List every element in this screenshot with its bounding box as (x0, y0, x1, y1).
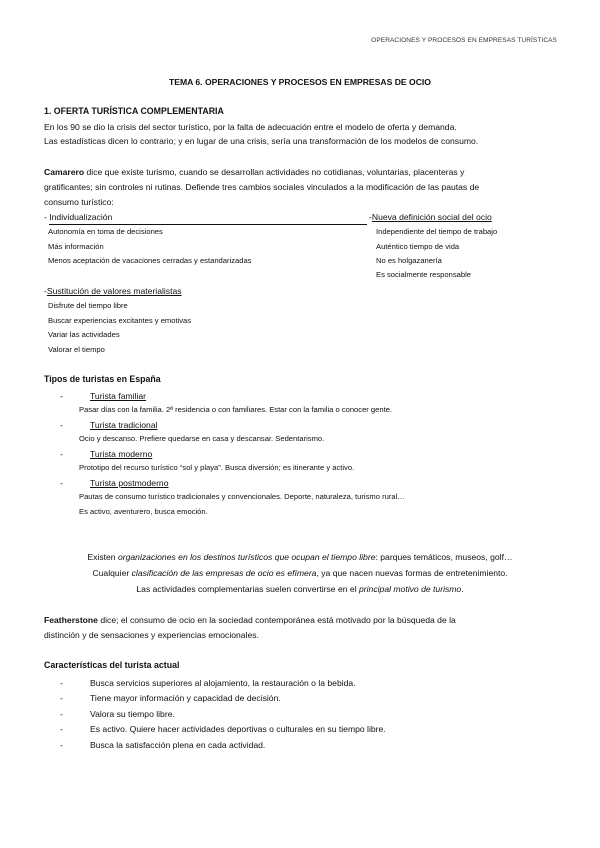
tourist-type-desc: Es activo, aventurero, busca emoción. (79, 507, 208, 516)
author-name: Featherstone (44, 615, 98, 625)
section-heading: 1. OFERTA TURÍSTICA COMPLEMENTARIA (44, 106, 224, 116)
tourist-type-heading (60, 418, 158, 432)
list-item: Auténtico tiempo de vida (376, 242, 460, 251)
centered-line (0, 566, 600, 580)
tourist-type-heading (60, 447, 152, 461)
centered-text: , ya que nacen nuevas formas de entretenimiento. (316, 568, 508, 578)
list-item: Más información (48, 242, 104, 251)
centered-text: . (461, 584, 464, 594)
italic-text: clasificación de las empresas de ocio es efímera (131, 568, 317, 578)
paragraph-line: consumo turístico: (44, 197, 114, 207)
paragraph-text: dice; el consumo de ocio en la sociedad contemporánea está motivado por la búsqueda de la (97, 615, 456, 625)
dash-marker: - (44, 286, 47, 296)
dash-marker: - (60, 449, 63, 459)
list-item: Variar las actividades (48, 330, 120, 339)
author-name: Camarero (44, 167, 85, 177)
tourist-type-name: Turista moderno (90, 449, 153, 459)
dash-marker: - (369, 212, 372, 222)
centered-text: Existen (87, 552, 118, 562)
list-item (60, 738, 265, 752)
italic-text: principal motivo de turismo (359, 584, 462, 594)
centered-text: Las actividades complementarias suelen convertirse en el (136, 584, 359, 594)
underlined-heading (49, 210, 367, 225)
list-item: Independiente del tiempo de trabajo (376, 227, 498, 236)
tourist-type-desc: Ocio y descanso. Prefiere quedarse en casa y descansar. Sedentarismo. (79, 434, 325, 443)
centered-text: Cualquier (92, 568, 132, 578)
dash-marker: - (60, 478, 63, 488)
list-item (60, 722, 386, 736)
centered-text: : parques temáticos, museos, golf… (375, 552, 513, 562)
section-heading: Tipos de turistas en España (44, 374, 161, 384)
list-item: Valorar el tiempo (48, 345, 105, 354)
list-item: Menos aceptación de vacaciones cerradas y estandarizadas (48, 256, 252, 265)
list-heading-text: Nueva definición social del ocio (371, 212, 492, 222)
list-item: Disfrute del tiempo libre (48, 301, 128, 310)
paragraph-text: dice que existe turismo, cuando se desarrollan actividades no cotidianas, voluntarias, placenteras y (84, 167, 465, 177)
tourist-type-name: Turista familiar (90, 391, 147, 401)
dash-marker: - (60, 693, 63, 703)
list-item-text: Es activo. Quiere hacer actividades deportivas o culturales en su tiempo libre. (90, 724, 386, 734)
dash-marker: - (44, 212, 47, 222)
dash-marker: - (60, 391, 63, 401)
list-item-text: Busca la satisfacción plena en cada actividad. (90, 740, 266, 750)
list-heading-text: Individualización (49, 212, 113, 222)
list-item: No es holgazanería (376, 256, 442, 265)
list-item-text: Tiene mayor información y capacidad de decisión. (90, 693, 281, 703)
paragraph-line: distinción y de sensaciones y experiencias emocionales. (44, 630, 259, 640)
list-item: Buscar experiencias excitantes y emotivas (48, 316, 192, 325)
list-item (60, 676, 356, 690)
paragraph-line (44, 165, 464, 179)
tourist-type-desc: Prototipo del recurso turístico “sol y playa”. Busca diversión; es itinerante y activo. (79, 463, 355, 472)
list-heading (369, 210, 492, 224)
list-heading (44, 284, 182, 298)
tourist-type-heading (60, 389, 146, 403)
list-item-text: Valora su tiempo libre. (90, 709, 175, 719)
list-heading-text: Sustitución de valores materialistas (46, 286, 182, 296)
page-title: TEMA 6. OPERACIONES Y PROCESOS EN EMPRESAS DE OCIO (168, 77, 431, 87)
section-heading: Características del turista actual (44, 660, 180, 670)
dash-marker: - (60, 678, 63, 688)
tourist-type-heading (60, 476, 169, 490)
tourist-type-desc: Pautas de consumo turístico tradicionales y convencionales. Deporte, naturaleza, turismo rural… (79, 492, 405, 501)
list-heading (44, 210, 367, 225)
paragraph-line: En los 90 se dio la crisis del sector turístico, por la falta de adecuación entre el modelo de oferta y demanda. (44, 122, 457, 132)
list-item (60, 707, 175, 721)
running-header: OPERACIONES Y PROCESOS EN EMPRESAS TURÍSTICAS (371, 37, 557, 44)
list-item (60, 691, 281, 705)
centered-line (0, 582, 600, 596)
italic-text: organizaciones en los destinos turísticos que ocupan el tiempo libre (117, 552, 376, 562)
paragraph-line: Las estadísticas dicen lo contrario; y en lugar de una crisis, sería una transformación de los modelos de consumo. (44, 136, 479, 146)
list-item-text: Busca servicios superiores al alojamiento, la restauración o la bebida. (90, 678, 356, 688)
dash-marker: - (60, 709, 63, 719)
centered-line (0, 550, 600, 564)
dash-marker: - (60, 740, 63, 750)
dash-marker: - (60, 420, 63, 430)
tourist-type-desc: Pasar días con la familia. 2ª residencia o con familiares. Estar con la familia o conocer gente. (79, 405, 393, 414)
list-item: Es socialmente responsable (376, 270, 471, 279)
paragraph-line (44, 613, 456, 627)
paragraph-line: gratificantes; sin controles ni rutinas. Defiende tres cambios sociales vinculados a la modificación de las pautas de (44, 182, 480, 192)
tourist-type-name: Turista postmoderno (90, 478, 169, 488)
tourist-type-name: Turista tradicional (90, 420, 158, 430)
dash-marker: - (60, 724, 63, 734)
list-item: Autonomía en toma de decisiones (48, 227, 163, 236)
